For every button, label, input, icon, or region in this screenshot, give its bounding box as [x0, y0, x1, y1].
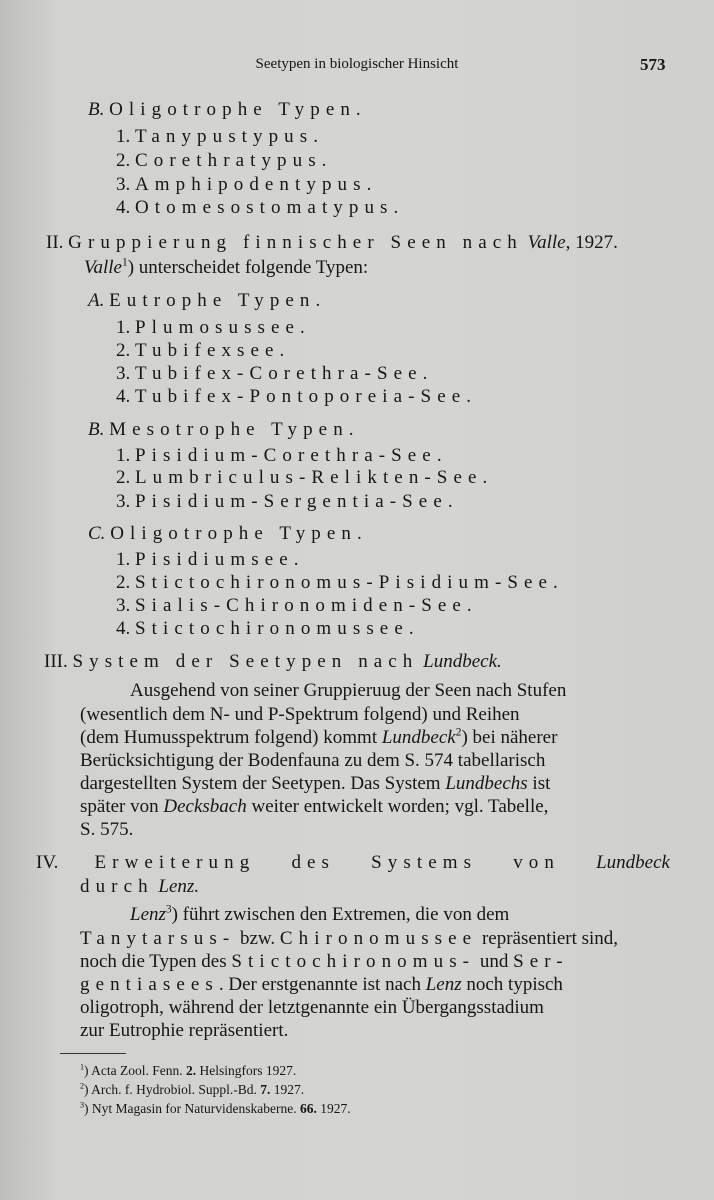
list-item: 3. Sialis-Chironomiden-See. — [116, 595, 478, 616]
paragraph-line: S. 575. — [80, 819, 134, 840]
section-ii-intro: Valle$^1$) unterscheidet folgende Typen: — [84, 256, 369, 278]
paragraph-line: später von Decksbach weiter entwickelt worden; vgl. Tabelle, — [80, 796, 549, 817]
list-item: 1. Plumosussee. — [116, 317, 311, 338]
paragraph-line: Ausgehend von seiner Gruppieruug der Seen nach Stufen — [130, 680, 567, 701]
section-iv-heading: IV. Erweiterung des Systems von Lundbeck — [36, 852, 670, 873]
list-item: 4. Otomesostomatypus. — [116, 197, 405, 218]
list-item: 1. Pisidiumsee. — [116, 549, 305, 570]
subsection-c-heading: C. Oligotrophe Typen. — [88, 523, 368, 544]
paragraph-line: oligotroph, während der letztgenannte ein Übergangsstadium — [80, 997, 544, 1018]
paragraph-line: Tanytarsus- bzw. Chironomussee repräsentiert sind, — [80, 928, 619, 949]
paragraph-line: Lenz$^3$) führt zwischen den Extremen, die von dem — [130, 903, 510, 925]
section-ii-heading: II. Gruppierung finnischer Seen nach Valle, 1927. — [46, 232, 618, 253]
paragraph-line: gentiasees. Der erstgenannte ist nach Lenz noch typisch — [80, 974, 563, 995]
list-item: 4. Tubifex-Pontoporeia-See. — [116, 386, 478, 407]
paragraph-line: Berücksichtigung der Bodenfauna zu dem S. 574 tabellarisch — [80, 750, 546, 771]
subsection-b-heading: B. Mesotrophe Typen. — [88, 419, 360, 440]
list-item: 2. Corethratypus. — [116, 150, 333, 171]
section-iii-heading: III. System der Seetypen nach Lundbeck. — [44, 651, 502, 672]
footnote-rule — [60, 1053, 126, 1054]
list-item: 4. Stictochironomussee. — [116, 618, 420, 639]
list-item: 1. Pisidium-Corethra-See. — [116, 445, 448, 466]
footnote: $^2$) Arch. f. Hydrobiol. Suppl.-Bd. 7. 1927. — [80, 1081, 305, 1097]
footnote: $^3$) Nyt Magasin for Naturvidenskaberne. 66. 1927. — [80, 1100, 351, 1116]
list-item: 2. Stictochironomus-Pisidium-See. — [116, 572, 564, 593]
section-iv-heading-cont: durch Lenz. — [80, 876, 200, 897]
section-b1-heading: B. Oligotrophe Typen. — [88, 99, 367, 120]
list-item: 3. Amphipodentypus. — [116, 174, 378, 195]
subsection-a-heading: A. Eutrophe Typen. — [88, 290, 327, 311]
list-item: 2. Lumbriculus-Relikten-See. — [116, 467, 494, 488]
list-item: 3. Pisidium-Sergentia-See. — [116, 491, 459, 512]
running-header: Seetypen in biologischer Hinsicht — [255, 56, 459, 72]
page-number: 573 — [640, 55, 666, 74]
footnote: $^1$) Acta Zool. Fenn. 2. Helsingfors 1927. — [80, 1062, 297, 1078]
paragraph-line: dargestellten System der Seetypen. Das System Lundbechs ist — [80, 773, 551, 794]
paragraph-line: (dem Humusspektrum folgend) kommt Lundbeck$^2$) bei näherer — [80, 726, 558, 748]
paragraph-line: noch die Typen des Stictochironomus- und Ser- — [80, 951, 569, 972]
list-item: 1. Tanypustypus. — [116, 126, 325, 147]
list-item: 2. Tubifexsee. — [116, 340, 291, 361]
paragraph-line: zur Eutrophie repräsentiert. — [80, 1020, 289, 1041]
list-item: 3. Tubifex-Corethra-See. — [116, 363, 434, 384]
paragraph-line: (wesentlich dem N- und P-Spektrum folgend) und Reihen — [80, 704, 520, 725]
